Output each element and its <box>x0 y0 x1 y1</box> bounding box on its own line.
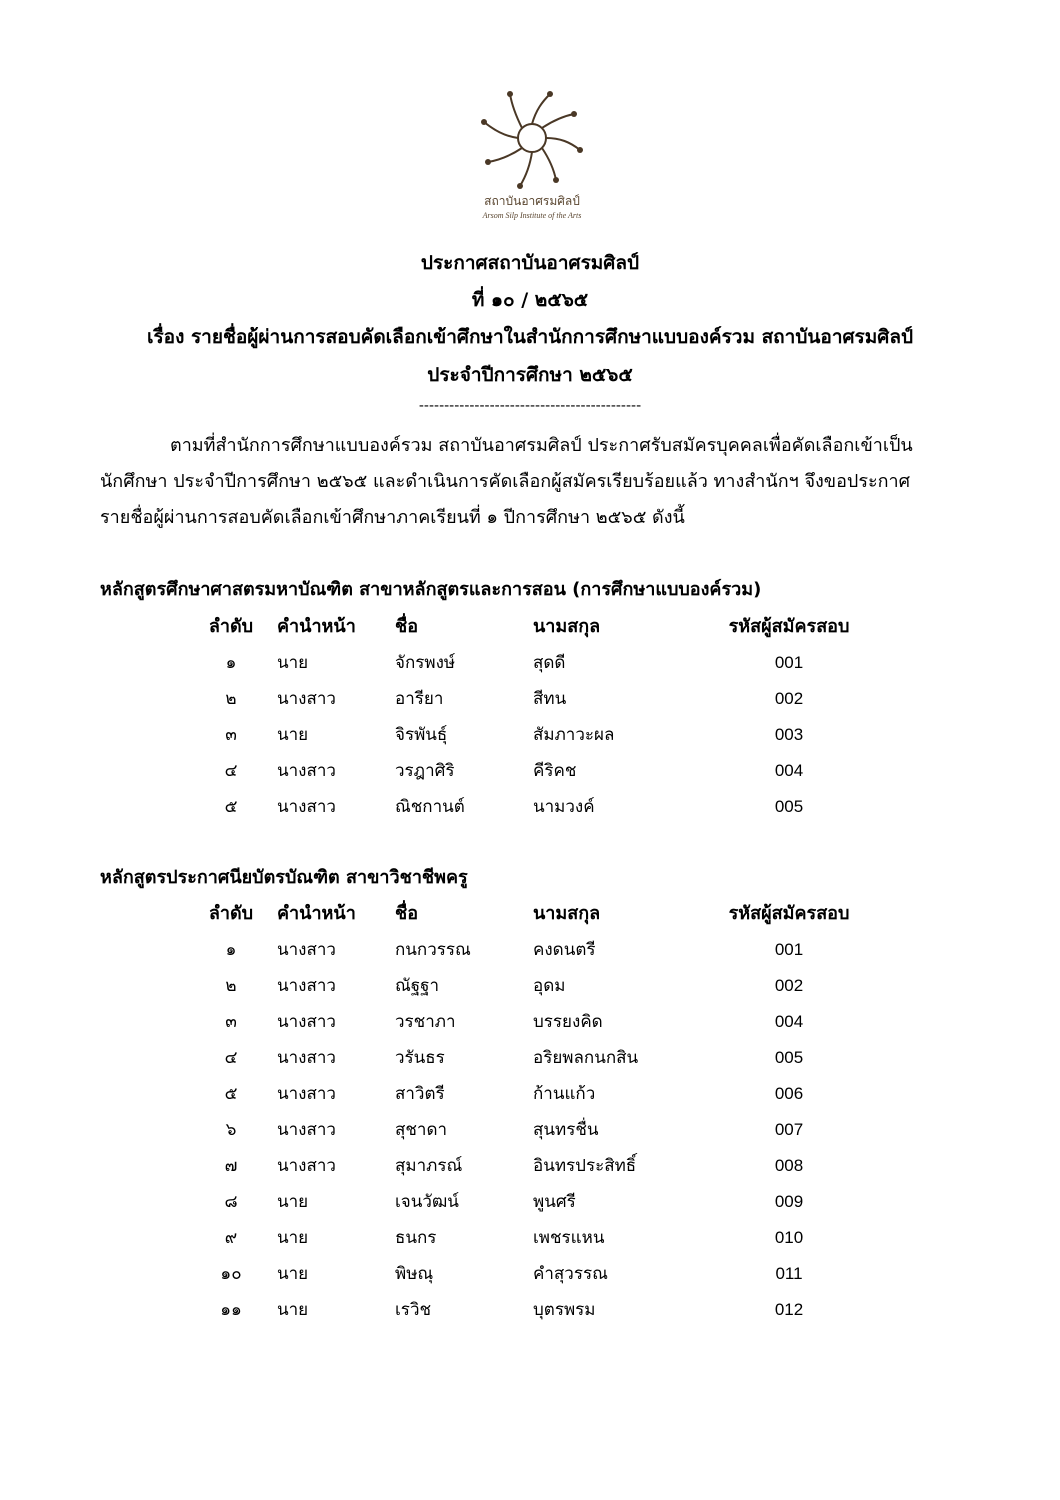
row-prefix: นางสาว <box>277 1048 336 1068</box>
row-name: อารียา <box>395 689 444 709</box>
row-name: วรฎาศิริ <box>395 761 455 781</box>
row-name: เจนวัฒน์ <box>395 1192 459 1212</box>
row-code: 012 <box>774 1300 804 1319</box>
header-surname: นามสกุล <box>533 903 601 924</box>
table-row <box>0 1297 1060 1333</box>
logo-thai-text: สถาบันอาศรมศิลป์ <box>484 194 580 208</box>
body-line-2: นักศึกษา ประจำปีการศึกษา ๒๕๖๕ และดำเนินการคัดเลือกผู้สมัครเรียบร้อยแล้ว ทางสำนักฯ จึงขอประกาศ <box>100 471 911 492</box>
row-name: เรวิช <box>395 1300 432 1320</box>
row-no: ๖ <box>225 1120 237 1140</box>
row-code: 003 <box>774 725 804 744</box>
body-line-3: รายชื่อผู้ผ่านการสอบคัดเลือกเข้าศึกษาภาคเรียนที่ ๑ ปีการศึกษา ๒๕๖๕ ดังนี้ <box>100 507 685 528</box>
row-prefix: นาย <box>277 1300 309 1320</box>
row-surname: คำสุวรรณ <box>533 1264 608 1284</box>
row-name: ธนกร <box>395 1228 437 1248</box>
row-code: 002 <box>774 976 804 995</box>
row-surname: บรรยงคิด <box>533 1012 603 1032</box>
row-surname: สุดดี <box>533 653 566 673</box>
table-row <box>0 758 1060 794</box>
row-prefix: นางสาว <box>277 689 336 709</box>
row-no: ๓ <box>225 1012 237 1032</box>
row-surname: อุดม <box>533 976 566 996</box>
row-surname: สีทน <box>533 689 567 709</box>
table-grad-diploma <box>0 901 1060 1333</box>
table-header <box>0 901 1060 937</box>
row-code: 001 <box>774 940 804 959</box>
row-surname: สัมภาวะผล <box>533 725 615 745</box>
row-name: พิษณุ <box>395 1264 434 1284</box>
row-code: 005 <box>774 1048 804 1067</box>
row-no: ๑๐ <box>220 1264 242 1284</box>
table-row <box>0 686 1060 722</box>
institute-logo <box>470 80 594 230</box>
row-prefix: นาย <box>277 725 309 745</box>
row-code: 007 <box>774 1120 804 1139</box>
table-med <box>0 614 1060 830</box>
table-row <box>0 1045 1060 1081</box>
row-surname: นามวงค์ <box>533 797 595 817</box>
row-surname: ก้านแก้ว <box>533 1084 596 1104</box>
sun-emblem-icon <box>470 80 594 200</box>
header-name: ชื่อ <box>395 616 419 637</box>
header-prefix: คำนำหน้า <box>277 903 356 924</box>
row-surname: อริยพลกนกสิน <box>533 1048 639 1068</box>
header-code: รหัสผู้สมัครสอบ <box>728 616 850 637</box>
announcement-title: ประกาศสถาบันอาศรมศิลป์ <box>420 252 640 274</box>
row-prefix: นาย <box>277 1264 309 1284</box>
announcement-body <box>100 428 980 536</box>
row-code: 010 <box>774 1228 804 1247</box>
row-no: ๑๑ <box>220 1300 242 1320</box>
row-name: ณิชกานต์ <box>395 797 465 817</box>
row-no: ๕ <box>224 797 238 817</box>
row-code: 001 <box>774 653 804 672</box>
section-title-med: หลักสูตรศึกษาศาสตรมหาบัณฑิต สาขาหลักสูตรและการสอน (การศึกษาแบบองค์รวม) <box>100 579 762 600</box>
row-surname: พูนศรี <box>533 1192 576 1212</box>
row-code: 005 <box>774 797 804 816</box>
row-surname: สุนทรชื่น <box>533 1120 599 1140</box>
row-name: ณัฐฐา <box>395 976 440 996</box>
row-surname: คงดนตรี <box>533 940 596 960</box>
header-no: ลำดับ <box>208 903 254 924</box>
table-row <box>0 1261 1060 1297</box>
row-no: ๑ <box>225 653 237 673</box>
body-line-1: ตามที่สำนักการศึกษาแบบองค์รวม สถาบันอาศรมศิลป์ ประกาศรับสมัครบุคคลเพื่อคัดเลือกเข้าเป็น <box>170 435 913 456</box>
table-row <box>0 1225 1060 1261</box>
table-header <box>0 614 1060 650</box>
row-name: สุชาดา <box>395 1120 448 1140</box>
table-row <box>0 1117 1060 1153</box>
table-row <box>0 937 1060 973</box>
row-surname: เพชรแหน <box>533 1228 605 1248</box>
row-prefix: นาย <box>277 653 309 673</box>
announcement-number: ที่ ๑๐ / ๒๕๖๕ <box>471 289 589 311</box>
row-name: วรันธร <box>395 1048 445 1068</box>
row-no: ๔ <box>224 1048 238 1068</box>
table-row <box>0 794 1060 830</box>
row-no: ๔ <box>224 761 238 781</box>
row-name: กนกวรรณ <box>395 940 471 960</box>
row-surname: คีริคช <box>533 761 577 781</box>
row-code: 004 <box>774 761 804 780</box>
table-row <box>0 1009 1060 1045</box>
header-no: ลำดับ <box>208 616 254 637</box>
row-no: ๒ <box>225 689 237 709</box>
announcement-year: ประจำปีการศึกษา ๒๕๖๕ <box>427 364 633 386</box>
row-name: สุมาภรณ์ <box>395 1156 463 1176</box>
header-surname: นามสกุล <box>533 616 601 637</box>
row-prefix: นางสาว <box>277 1156 336 1176</box>
table-row <box>0 650 1060 686</box>
row-code: 009 <box>774 1192 804 1211</box>
table-row <box>0 1153 1060 1189</box>
table-row <box>0 1081 1060 1117</box>
row-code: 002 <box>774 689 804 708</box>
row-code: 008 <box>774 1156 804 1175</box>
header-code: รหัสผู้สมัครสอบ <box>728 903 850 924</box>
row-prefix: นางสาว <box>277 761 336 781</box>
row-prefix: นาย <box>277 1192 309 1212</box>
table-row <box>0 973 1060 1009</box>
announcement-subject: เรื่อง รายชื่อผู้ผ่านการสอบคัดเลือกเข้าศึกษาในสำนักการศึกษาแบบองค์รวม สถาบันอาศรมศิลป์ <box>146 326 914 348</box>
row-prefix: นางสาว <box>277 1012 336 1032</box>
header-prefix: คำนำหน้า <box>277 616 356 637</box>
row-name: จักรพงษ์ <box>395 653 456 673</box>
row-no: ๓ <box>225 725 237 745</box>
table-row <box>0 722 1060 758</box>
logo-english-text: Arsom Silp Institute of the Arts <box>482 211 582 220</box>
row-surname: อินทรประสิทธิ์ <box>533 1156 637 1176</box>
row-no: ๙ <box>224 1228 238 1248</box>
row-no: ๒ <box>225 976 237 996</box>
divider-line: -------------------------------------------- <box>418 398 642 414</box>
row-prefix: นาย <box>277 1228 309 1248</box>
row-no: ๑ <box>225 940 237 960</box>
row-prefix: นางสาว <box>277 1120 336 1140</box>
row-prefix: นางสาว <box>277 940 336 960</box>
row-no: ๕ <box>224 1084 238 1104</box>
row-no: ๘ <box>224 1192 238 1212</box>
row-prefix: นางสาว <box>277 797 336 817</box>
row-prefix: นางสาว <box>277 1084 336 1104</box>
row-code: 011 <box>775 1264 803 1283</box>
row-surname: บุตรพรม <box>533 1300 596 1320</box>
row-prefix: นางสาว <box>277 976 336 996</box>
row-no: ๗ <box>224 1156 238 1176</box>
row-name: สาวิตรี <box>395 1084 445 1104</box>
header-name: ชื่อ <box>395 903 419 924</box>
table-row <box>0 1189 1060 1225</box>
row-code: 006 <box>774 1084 804 1103</box>
row-code: 004 <box>774 1012 804 1031</box>
row-name: วรชาภา <box>395 1012 456 1032</box>
row-name: จิรพันธุ์ <box>395 725 448 745</box>
section-title-grad-diploma: หลักสูตรประกาศนียบัตรบัณฑิต สาขาวิชาชีพครู <box>100 867 468 888</box>
